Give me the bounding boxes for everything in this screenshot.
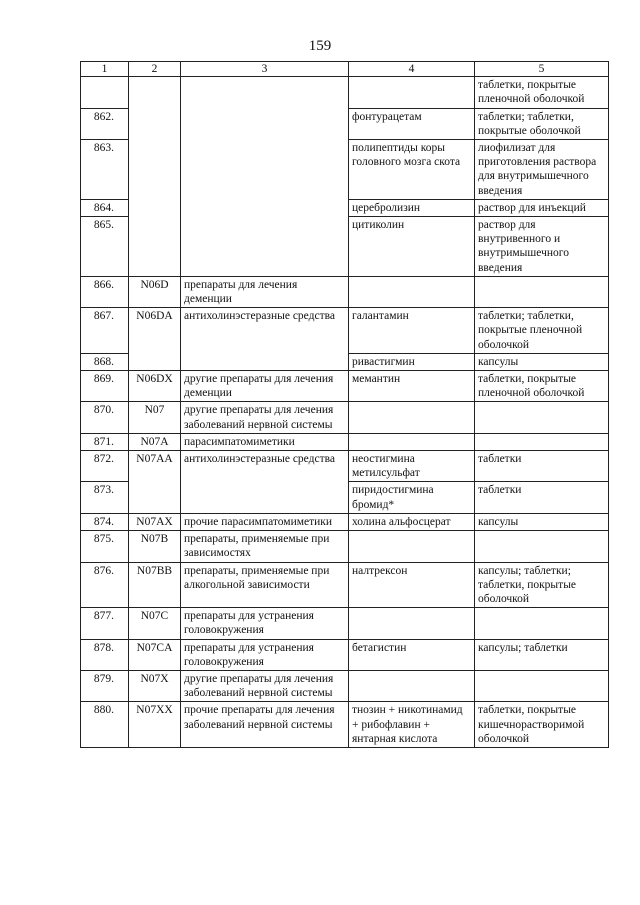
row-number: 875.	[81, 531, 129, 562]
group-name: препараты для лечения деменции	[181, 276, 349, 307]
table-row	[81, 608, 609, 639]
row-number: 879.	[81, 670, 129, 701]
column-header: 3	[181, 62, 349, 77]
dosage-form	[475, 402, 609, 433]
drug-name	[349, 670, 475, 701]
dosage-form: капсулы; таблетки; таблетки, покрытые оболочкой	[475, 562, 609, 608]
group-name: другие препараты для лечения деменции	[181, 371, 349, 402]
dosage-form	[475, 433, 609, 450]
group-name: другие препараты для лечения заболеваний нервной системы	[181, 402, 349, 433]
group-name: препараты, применяемые при алкогольной зависимости	[181, 562, 349, 608]
table-row	[81, 639, 609, 670]
drug-name: фонтурацетам	[349, 108, 475, 139]
atc-code: N07BB	[129, 562, 181, 608]
drug-name: цитиколин	[349, 217, 475, 277]
dosage-form: таблетки	[475, 451, 609, 482]
dosage-form: раствор для внутривенного и внутримышечного введения	[475, 217, 609, 277]
drug-name: церебролизин	[349, 199, 475, 216]
group-name: парасимпатомиметики	[181, 433, 349, 450]
dosage-form: капсулы	[475, 353, 609, 370]
table-row	[81, 562, 609, 608]
dosage-form: капсулы; таблетки	[475, 639, 609, 670]
atc-code: N06D	[129, 276, 181, 307]
dosage-form: таблетки, покрытые пленочной оболочкой	[475, 371, 609, 402]
drug-name	[349, 531, 475, 562]
header-row	[81, 62, 609, 77]
dosage-form: раствор для инъекций	[475, 199, 609, 216]
table-row	[81, 670, 609, 701]
row-number: 869.	[81, 371, 129, 402]
row-number: 865.	[81, 217, 129, 277]
drug-name: неостигмина метилсульфат	[349, 451, 475, 482]
dosage-form	[475, 608, 609, 639]
column-header: 1	[81, 62, 129, 77]
row-number: 872.	[81, 451, 129, 482]
group-name: препараты для устранения головокружения	[181, 608, 349, 639]
atc-code: N07CA	[129, 639, 181, 670]
group-name: препараты, применяемые при зависимостях	[181, 531, 349, 562]
column-header: 4	[349, 62, 475, 77]
group-name: антихолинэстеразные средства	[181, 308, 349, 371]
atc-code: N07	[129, 402, 181, 433]
group-name: другие препараты для лечения заболеваний нервной системы	[181, 670, 349, 701]
atc-code: N07AX	[129, 513, 181, 530]
drug-name: ривастигмин	[349, 353, 475, 370]
row-number: 867.	[81, 308, 129, 354]
drug-name	[349, 433, 475, 450]
drug-name	[349, 608, 475, 639]
table-row	[81, 308, 609, 354]
row-number: 878.	[81, 639, 129, 670]
row-number: 870.	[81, 402, 129, 433]
table-row	[81, 276, 609, 307]
table-row	[81, 433, 609, 450]
atc-code: N06DA	[129, 308, 181, 371]
table-row	[81, 371, 609, 402]
dosage-form: лиофилизат для приготовления раствора для внутримышечного введения	[475, 140, 609, 200]
atc-code: N06DX	[129, 371, 181, 402]
atc-code: N07A	[129, 433, 181, 450]
row-number: 871.	[81, 433, 129, 450]
dosage-form: таблетки	[475, 482, 609, 513]
dosage-form	[475, 670, 609, 701]
column-header: 5	[475, 62, 609, 77]
group-name: антихолинэстеразные средства	[181, 451, 349, 514]
drug-list-table	[80, 61, 609, 748]
dosage-form	[475, 531, 609, 562]
table-row	[81, 531, 609, 562]
row-number: 873.	[81, 482, 129, 513]
group-name: прочие препараты для лечения заболеваний нервной системы	[181, 702, 349, 748]
dosage-form: таблетки; таблетки, покрытые пленочной оболочкой	[475, 308, 609, 354]
row-number: 868.	[81, 353, 129, 370]
group-name: прочие парасимпатомиметики	[181, 513, 349, 530]
dosage-form: таблетки; таблетки, покрытые оболочкой	[475, 108, 609, 139]
row-number: 866.	[81, 276, 129, 307]
drug-name: галантамин	[349, 308, 475, 354]
row-number: 880.	[81, 702, 129, 748]
table-row	[81, 402, 609, 433]
column-header: 2	[129, 62, 181, 77]
drug-name: холина альфосцерат	[349, 513, 475, 530]
row-number: 874.	[81, 513, 129, 530]
row-number	[81, 77, 129, 108]
drug-name	[349, 276, 475, 307]
atc-code: N07C	[129, 608, 181, 639]
atc-code	[129, 77, 181, 277]
atc-code: N07XX	[129, 702, 181, 748]
table-row	[81, 77, 609, 108]
row-number: 877.	[81, 608, 129, 639]
atc-code: N07AA	[129, 451, 181, 514]
group-name	[181, 77, 349, 277]
drug-name: налтрексон	[349, 562, 475, 608]
row-number: 863.	[81, 140, 129, 200]
table-row	[81, 702, 609, 748]
drug-name: полипептиды коры головного мозга скота	[349, 140, 475, 200]
dosage-form	[475, 276, 609, 307]
row-number: 864.	[81, 199, 129, 216]
page-number: 159	[308, 38, 332, 54]
dosage-form: таблетки, покрытые кишечнорастворимой оболочкой	[475, 702, 609, 748]
atc-code: N07X	[129, 670, 181, 701]
drug-name: бетагистин	[349, 639, 475, 670]
row-number: 862.	[81, 108, 129, 139]
row-number: 876.	[81, 562, 129, 608]
dosage-form: капсулы	[475, 513, 609, 530]
drug-name: пиридостигмина бромид*	[349, 482, 475, 513]
drug-name: тнозин + никотинамид + рибофлавин + янтарная кислота	[349, 702, 475, 748]
table-row	[81, 513, 609, 530]
dosage-form: таблетки, покрытые пленочной оболочкой	[475, 77, 609, 108]
table-row	[81, 451, 609, 482]
drug-name	[349, 77, 475, 108]
group-name: препараты для устранения головокружения	[181, 639, 349, 670]
drug-name: мемантин	[349, 371, 475, 402]
atc-code: N07B	[129, 531, 181, 562]
drug-name	[349, 402, 475, 433]
